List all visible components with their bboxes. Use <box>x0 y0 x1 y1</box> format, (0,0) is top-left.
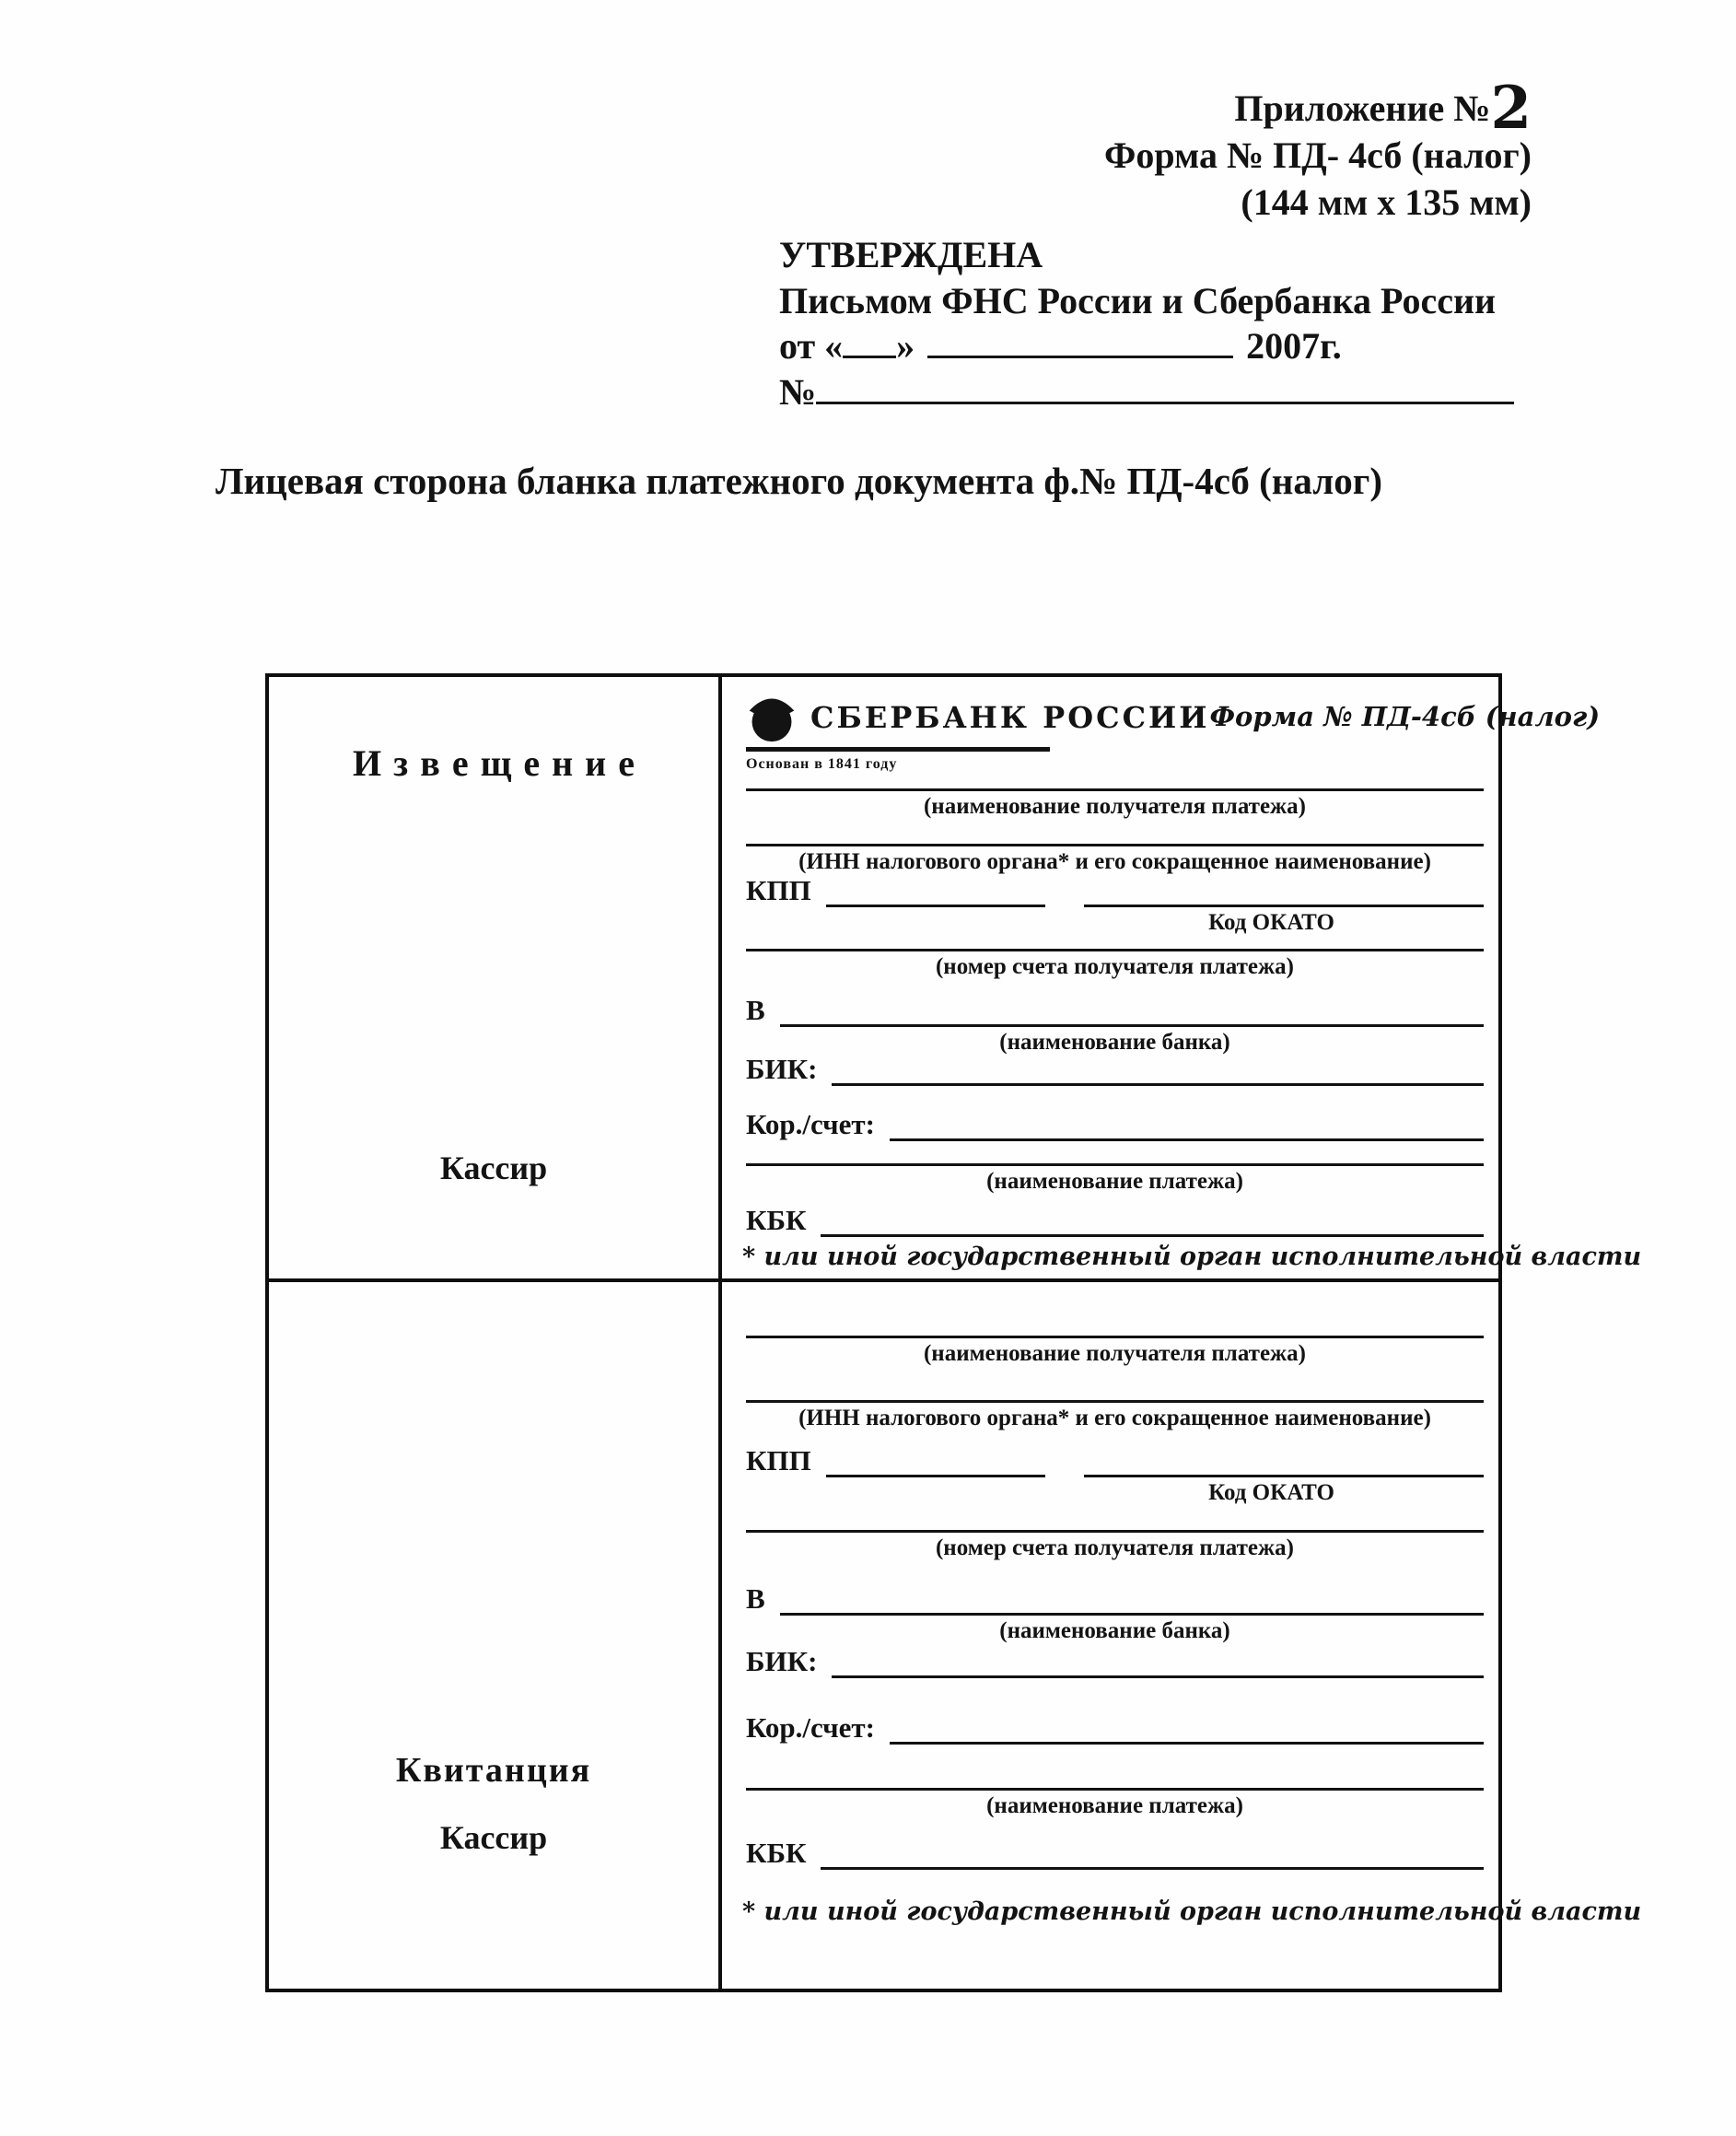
footnote: * или иной государственный орган исполнительной власти <box>742 1897 1642 1926</box>
okato-blank <box>1084 1441 1484 1477</box>
kpp-field <box>746 1441 1484 1506</box>
recipient-blank <box>746 760 1484 791</box>
inn-blank <box>746 1371 1484 1403</box>
account-blank <box>746 920 1484 951</box>
bank-name-caption: (наименование банка) <box>999 1030 1230 1055</box>
kbk-field <box>746 1833 1484 1870</box>
bank-name-underline <box>746 747 1050 752</box>
header-block <box>1103 74 1532 227</box>
bik-label: БИК: <box>746 1053 818 1085</box>
kpp-label: КПП <box>746 1444 811 1477</box>
number-sign: № <box>779 370 817 413</box>
date-close-quote: » <box>896 325 915 368</box>
notice-label: Извещение <box>353 742 647 784</box>
appendix-number: 2 <box>1490 74 1532 143</box>
korr-blank <box>890 1708 1484 1745</box>
form-number-line: Форма № ПД- 4сб (налог) <box>1103 134 1532 177</box>
bank-name-blank <box>780 990 1484 1027</box>
bik-blank <box>832 1641 1484 1678</box>
footnote: * или иной государственный орган исполнительной власти <box>742 1243 1642 1271</box>
bik-blank <box>832 1049 1484 1086</box>
inn-caption: (ИНН налогового органа* и его сокращенное наименование) <box>798 1406 1431 1430</box>
notice-fields-cell <box>722 677 1642 1282</box>
recipient-caption: (наименование получателя платежа) <box>923 1341 1307 1366</box>
kbk-label: КБК <box>746 1837 807 1869</box>
bank-name-field <box>746 1579 1484 1644</box>
account-caption: (номер счета получателя платежа) <box>935 954 1294 979</box>
korr-label: Кор./счет: <box>746 1711 875 1744</box>
number-blank <box>816 373 1514 404</box>
approved-date-line <box>779 323 1514 369</box>
payment-name-field <box>746 1759 1484 1819</box>
recipient-caption: (наименование получателя платежа) <box>923 794 1307 819</box>
korr-field <box>746 1708 1484 1745</box>
account-field <box>746 920 1484 980</box>
kbk-blank <box>821 1200 1484 1237</box>
receipt-left-cell <box>269 1282 722 1989</box>
kbk-label: КБК <box>746 1204 807 1236</box>
bank-prefix-label: В <box>746 1582 765 1615</box>
approved-block <box>779 232 1514 414</box>
kbk-field <box>746 1200 1484 1237</box>
bik-label: БИК: <box>746 1645 818 1677</box>
sberbank-emblem-icon <box>746 692 798 743</box>
bank-name-blank <box>780 1579 1484 1616</box>
payment-form-table <box>265 673 1642 1992</box>
kpp-blank <box>826 870 1045 907</box>
account-caption: (номер счета получателя платежа) <box>935 1535 1294 1560</box>
bank-founded-label: Основан в 1841 году <box>746 756 898 772</box>
receipt-fields-cell <box>722 1282 1642 1989</box>
payment-name-field <box>746 1135 1484 1195</box>
recipient-blank <box>746 1307 1484 1338</box>
kpp-blank <box>826 1441 1045 1477</box>
appendix-prefix: Приложение № <box>1234 88 1491 129</box>
recipient-field <box>746 760 1484 820</box>
payment-name-caption: (наименование платежа) <box>986 1169 1243 1194</box>
notice-cashier-label: Кассир <box>439 1150 548 1186</box>
bank-name-field <box>746 990 1484 1056</box>
bank-name-caption: (наименование банка) <box>999 1618 1230 1643</box>
recipient-field <box>746 1307 1484 1367</box>
kpp-label: КПП <box>746 874 811 906</box>
bik-field <box>746 1641 1484 1678</box>
bank-prefix-label: В <box>746 994 765 1026</box>
date-prefix: от « <box>779 325 844 368</box>
receipt-cashier-label: Кассир <box>439 1819 548 1856</box>
payment-name-caption: (наименование платежа) <box>986 1793 1243 1818</box>
okato-caption: Код ОКАТО <box>1208 910 1334 935</box>
date-month-blank <box>927 327 1233 358</box>
inn-field <box>746 815 1484 875</box>
inn-caption: (ИНН налогового органа* и его сокращенное наименование) <box>798 849 1431 874</box>
account-field <box>746 1501 1484 1561</box>
date-day-blank <box>843 327 896 358</box>
inn-blank <box>746 815 1484 846</box>
form-size-line: (144 мм х 135 мм) <box>1241 181 1532 224</box>
okato-blank <box>1084 870 1484 907</box>
date-year: 2007г. <box>1246 325 1342 368</box>
notice-left-cell <box>269 677 722 1282</box>
page-title: Лицевая сторона бланка платежного документа ф.№ ПД-4сб (налог) <box>216 460 1383 502</box>
payment-name-blank <box>746 1135 1484 1166</box>
bik-field <box>746 1049 1484 1086</box>
approved-by-line: Письмом ФНС России и Сбербанка России <box>779 279 1497 321</box>
account-blank <box>746 1501 1484 1533</box>
okato-caption: Код ОКАТО <box>1208 1480 1334 1505</box>
form-label-italic: Форма № ПД-4сб (налог) <box>1209 701 1601 732</box>
payment-name-blank <box>746 1759 1484 1791</box>
kbk-blank <box>821 1833 1484 1870</box>
receipt-label: Квитанция <box>395 1751 592 1790</box>
approved-number-line <box>779 369 1514 415</box>
approved-title: УТВЕРЖДЕНА <box>779 234 1043 275</box>
appendix-line <box>1104 74 1532 143</box>
inn-field <box>746 1371 1484 1431</box>
korr-label: Кор./счет: <box>746 1108 875 1140</box>
bank-name: СБЕРБАНК РОССИИ <box>810 700 1210 735</box>
